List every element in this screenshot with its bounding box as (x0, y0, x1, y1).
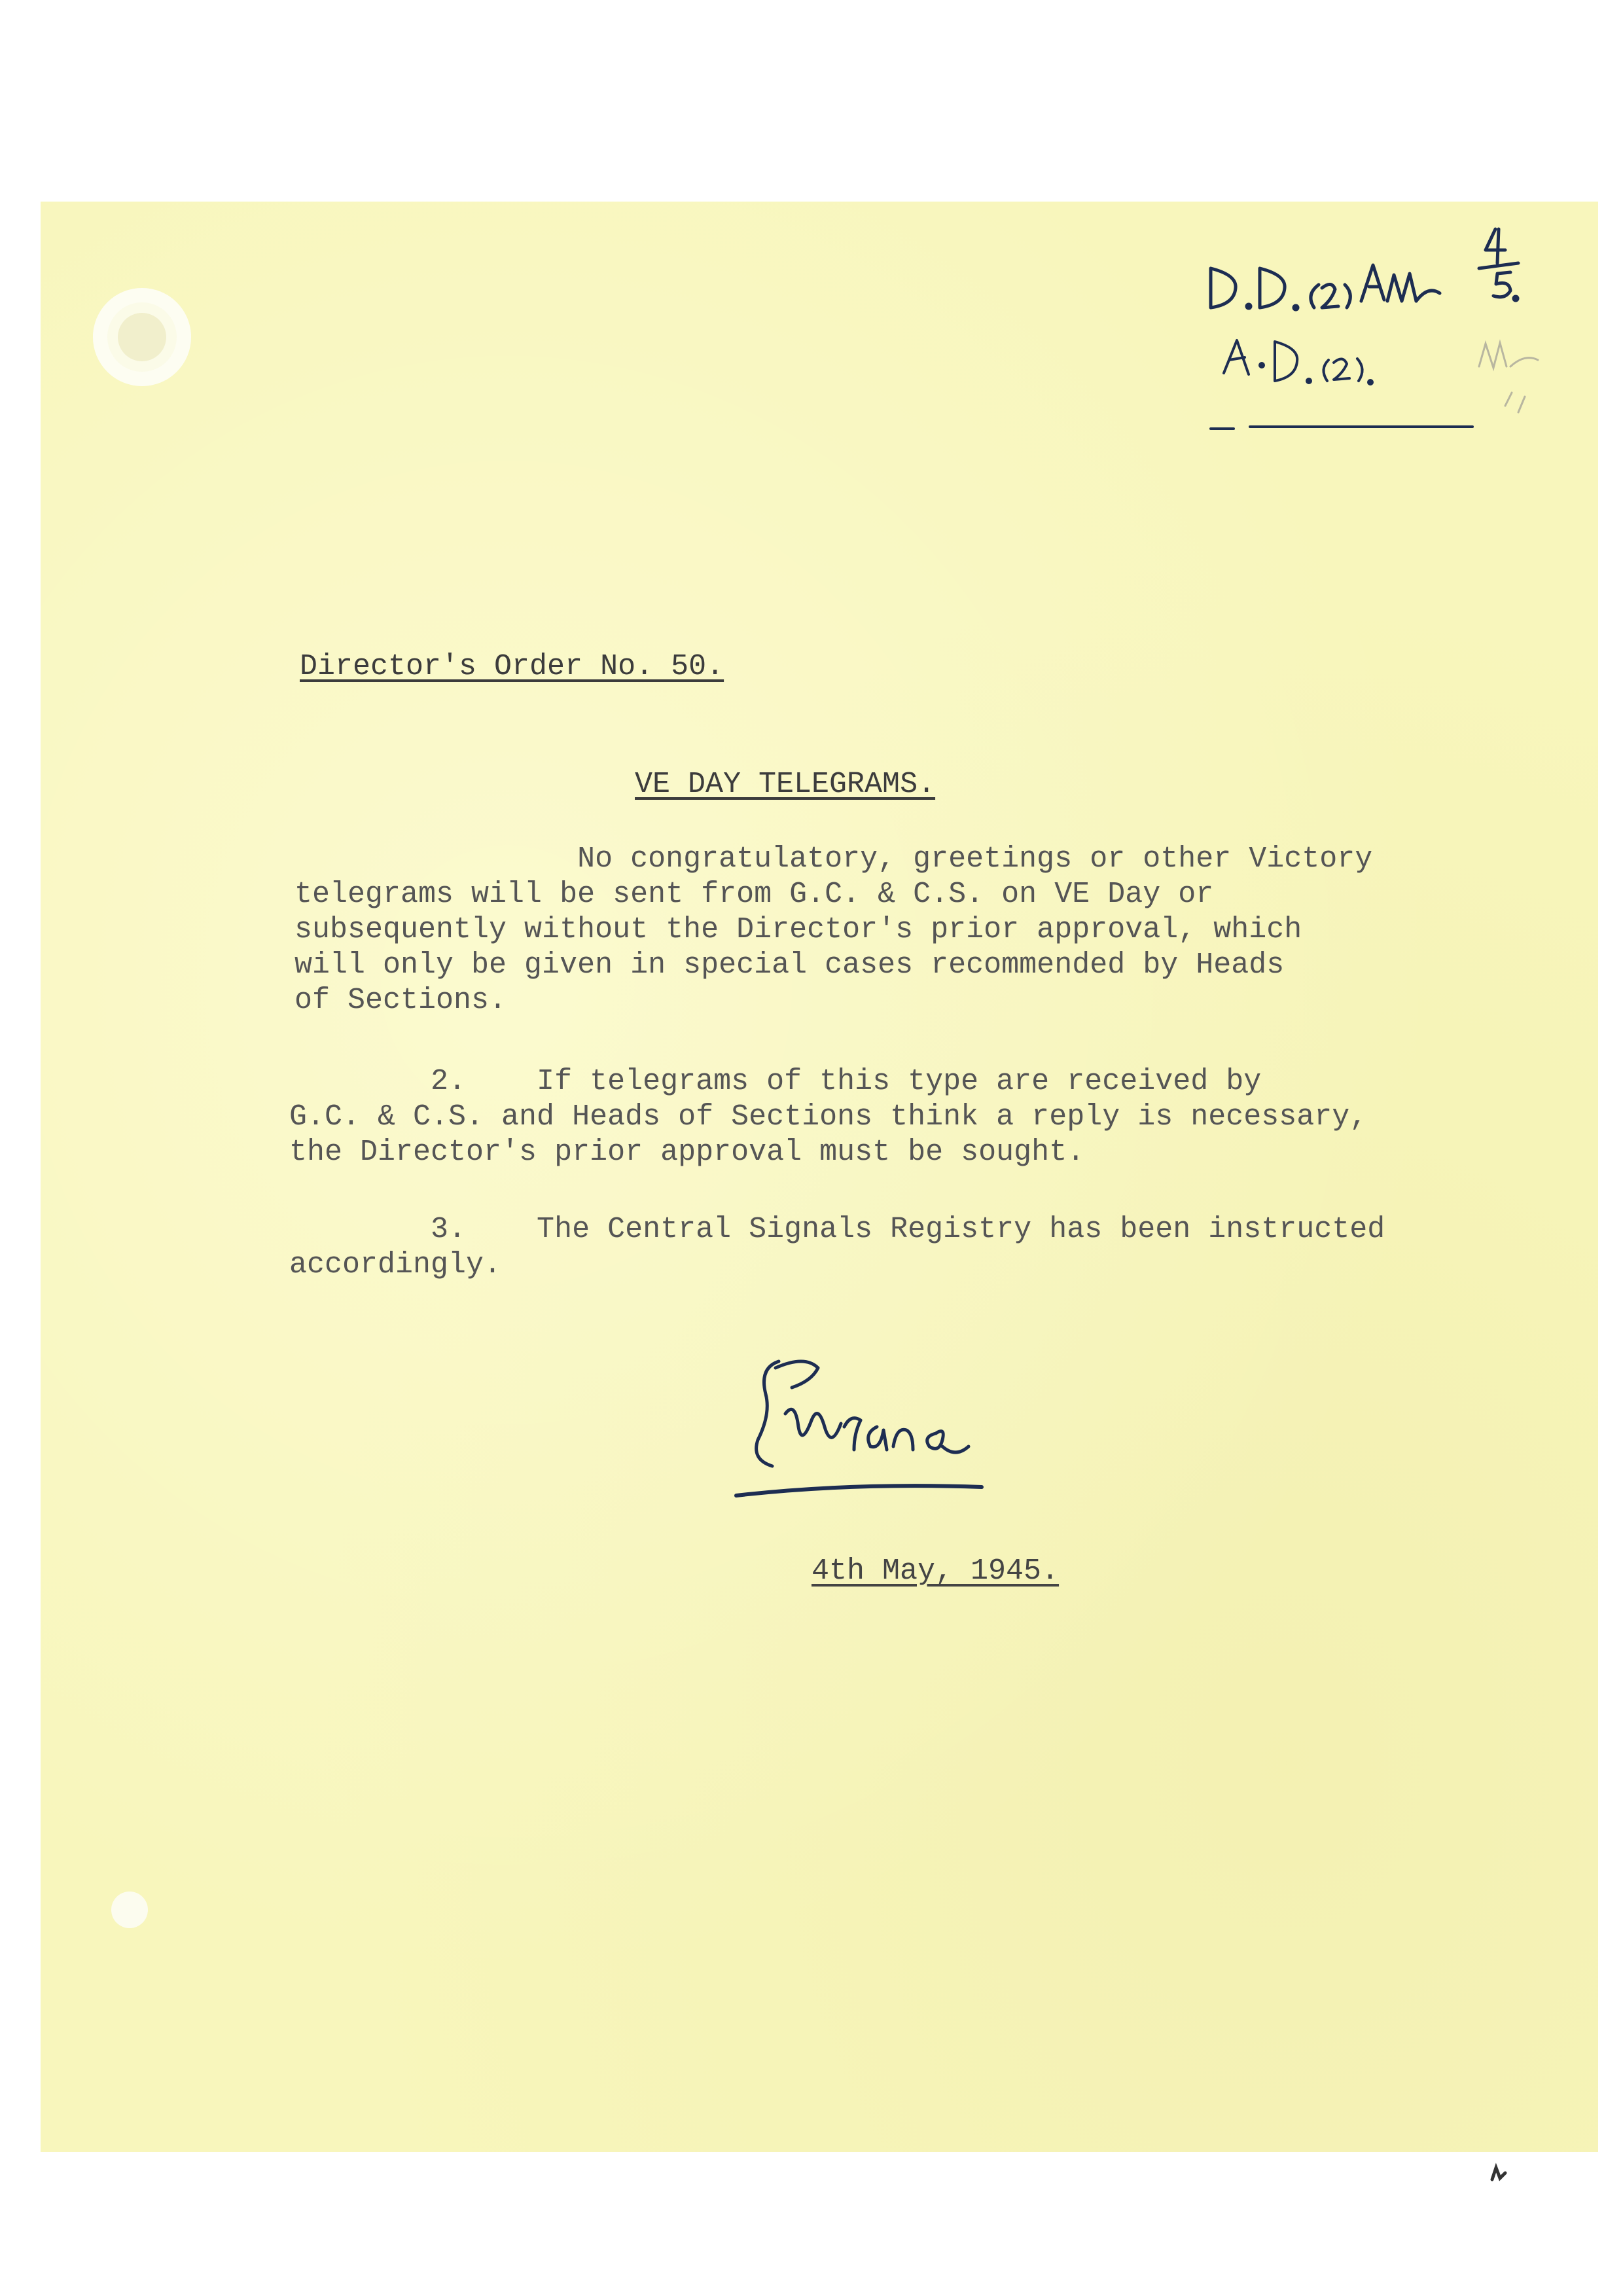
ink-speck (1486, 2160, 1512, 2186)
handwritten-annotation (1198, 203, 1590, 452)
paragraph-2: 2. If telegrams of this type are received by G.C. & C.S. and Heads of Sections think a reply is necessary, the Director's prior approval must be sought. (289, 1065, 1368, 1169)
paragraph-1: No congratulatory, greetings or other Victory telegrams will be sent from G.C. & C.S. on VE Day or subsequently without the Director's prior approval, which will only be given in special cases recommended by Heads of Sections. (294, 842, 1373, 1017)
paper-sheet (41, 202, 1598, 2152)
signature (720, 1342, 995, 1505)
paragraph-3: 3. The Central Signals Registry has been instructed accordingly. (289, 1213, 1385, 1282)
subject-heading: VE DAY TELEGRAMS. (635, 768, 936, 801)
document-date: 4th May, 1945. (812, 1554, 1060, 1588)
punch-hole-top (93, 288, 191, 386)
punch-hole-bottom (111, 1892, 148, 1928)
order-title: Director's Order No. 50. (300, 650, 724, 683)
